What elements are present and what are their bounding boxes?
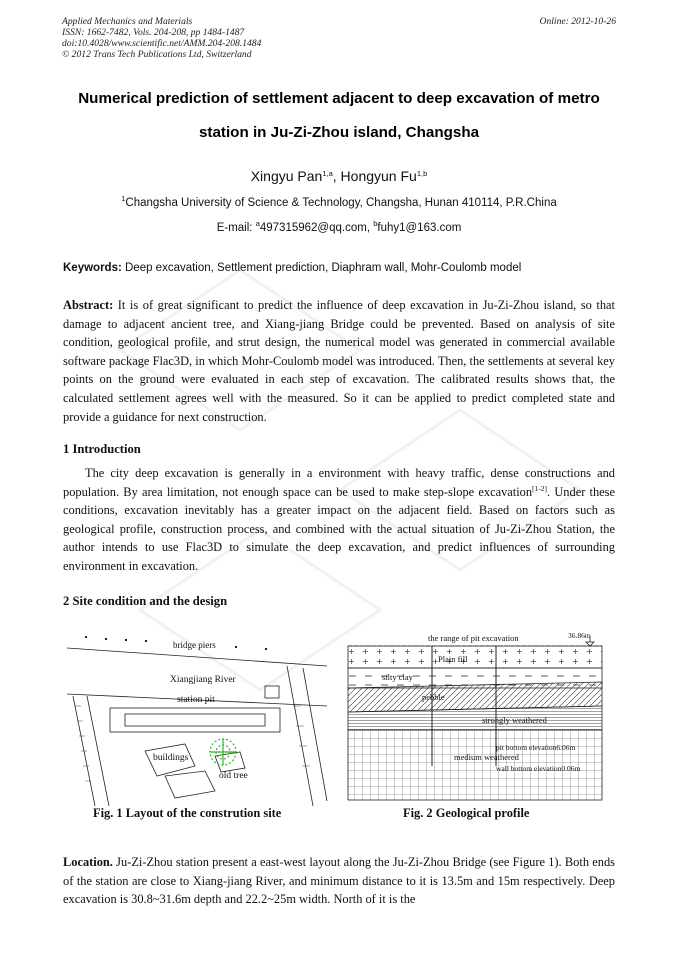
keywords-label: Keywords: xyxy=(63,262,122,274)
citation-ref[interactable]: [1-2] xyxy=(532,483,548,493)
email-superscript: b xyxy=(373,219,378,228)
label-wall-bottom: wall bottom elevation0.06m xyxy=(496,764,581,773)
email-address[interactable]: 497315962@qq.com xyxy=(259,222,367,234)
author-superscript: 1,a xyxy=(322,169,333,178)
author-name: Xingyu Pan xyxy=(250,168,323,184)
affiliation xyxy=(0,194,678,209)
location-text: Ju-Zi-Zhou station present a east-west layout along the Ju-Zi-Zhou Bridge (see Figure 1). Both ends of the station are close to Xiang-jiang River, and minimum distance to it is 13.5m and 15m respectively. Deep excavation is 30.8~31.6m depth and 22.2~25m width. North of it is the xyxy=(63,855,615,907)
site-layout-figure xyxy=(65,626,331,806)
label-pebble: pebble xyxy=(422,692,445,702)
label-station-pit: station pit xyxy=(177,695,215,705)
keywords-text: Deep excavation, Settlement prediction, Diaphram wall, Mohr-Coulomb model xyxy=(121,262,522,274)
doi-line: doi:10.4028/www.scientific.net/AMM.204-208.1484 xyxy=(62,38,262,49)
section-heading: 1 Introduction xyxy=(63,442,141,456)
abstract xyxy=(63,296,615,426)
label-surface-elevation: 36.86m xyxy=(568,631,591,640)
label-pit-bottom: pit bottom elevation6.06m xyxy=(496,743,576,752)
geological-profile-figure xyxy=(346,626,606,806)
figure-caption: Fig. 2 Geological profile xyxy=(403,806,530,820)
author-list xyxy=(0,168,678,184)
label-excavation-range: the range of pit excavation xyxy=(428,633,519,643)
label-buildings: buildings xyxy=(153,753,189,763)
intro-text: . Under these conditions, excavation inevitably has a greater impact on the adjacent field. Based on factors such as geological profile, construction process, and combined with the actual situation of Ju-Zi-Zhou Station, the author intends to use Flac3D to simulate the deep excavation, and predict influences of surrounding environment in excavation. xyxy=(63,484,615,573)
author-separator: , xyxy=(332,168,341,184)
figure-caption: Fig. 1 Layout of the constrution site xyxy=(93,806,282,820)
email-line xyxy=(0,219,678,234)
paper-title-line-2: station in Ju-Zi-Zhou island, Changsha xyxy=(198,124,480,141)
paper-title-line-1: Numerical prediction of settlement adjacent to deep excavation of metro xyxy=(78,90,600,107)
copyright-line: © 2012 Trans Tech Publications Ltd, Switzerland xyxy=(62,49,252,60)
location-label: Location. xyxy=(63,855,113,869)
email-separator: , xyxy=(366,222,374,234)
email-label: E-mail: xyxy=(216,222,256,234)
section-heading: 2 Site condition and the design xyxy=(63,594,228,608)
abstract-label: Abstract: xyxy=(63,298,114,312)
keywords xyxy=(63,262,619,274)
introduction-paragraph xyxy=(63,464,615,576)
author-superscript: 1,b xyxy=(416,169,428,178)
email-address[interactable]: fuhy1@163.com xyxy=(377,222,462,234)
intro-text: The city deep excavation is generally in a environment with heavy traffic, dense constructions and population. By area limitation, not enough space can be used to make step-slope excavation xyxy=(63,466,615,499)
journal-name: Applied Mechanics and Materials xyxy=(62,16,193,27)
label-plain-fill: Plain fill xyxy=(438,654,468,664)
affiliation-superscript: 1 xyxy=(121,194,126,203)
label-old-tree: old tree xyxy=(219,771,248,781)
author-name: Hongyun Fu xyxy=(340,168,417,184)
label-bridge-piers: bridge piers xyxy=(173,640,216,650)
label-river: Xiangjiang River xyxy=(170,675,236,685)
online-date: Online: 2012-10-26 xyxy=(539,16,616,27)
affiliation-text: Changsha University of Science & Technology, Changsha, Hunan 410114, P.R.China xyxy=(125,197,557,209)
abstract-text: It is of great significant to predict the influence of deep excavation in Ju-Zi-Zhou island, so that damage to adjacent ancient tree, and Xiang-jiang Bridge could be prevented. Based on analysis of site condition, geological profile, and strut design, the numerical model was generated in commercial available software package Flac3D, in which Mohr-Coulomb model was introduced. Then, the settlements at several key points on the ground were evaluated in each step of excavation. The calibrated results shows that, the calculated settlement agrees well with the measured. So it can be applied to predict completed state and provide a guidance for next construction. xyxy=(63,298,615,424)
label-silty-clay: silty clay xyxy=(382,672,413,682)
journal-header xyxy=(62,16,616,60)
label-strongly-weathered: strongly weathered xyxy=(482,715,547,725)
issn-line: ISSN: 1662-7482, Vols. 204-208, pp 1484-1487 xyxy=(62,27,245,38)
label-medium-weathered: medium weathered xyxy=(454,752,519,762)
email-superscript: a xyxy=(255,219,260,228)
location-paragraph xyxy=(63,853,615,909)
